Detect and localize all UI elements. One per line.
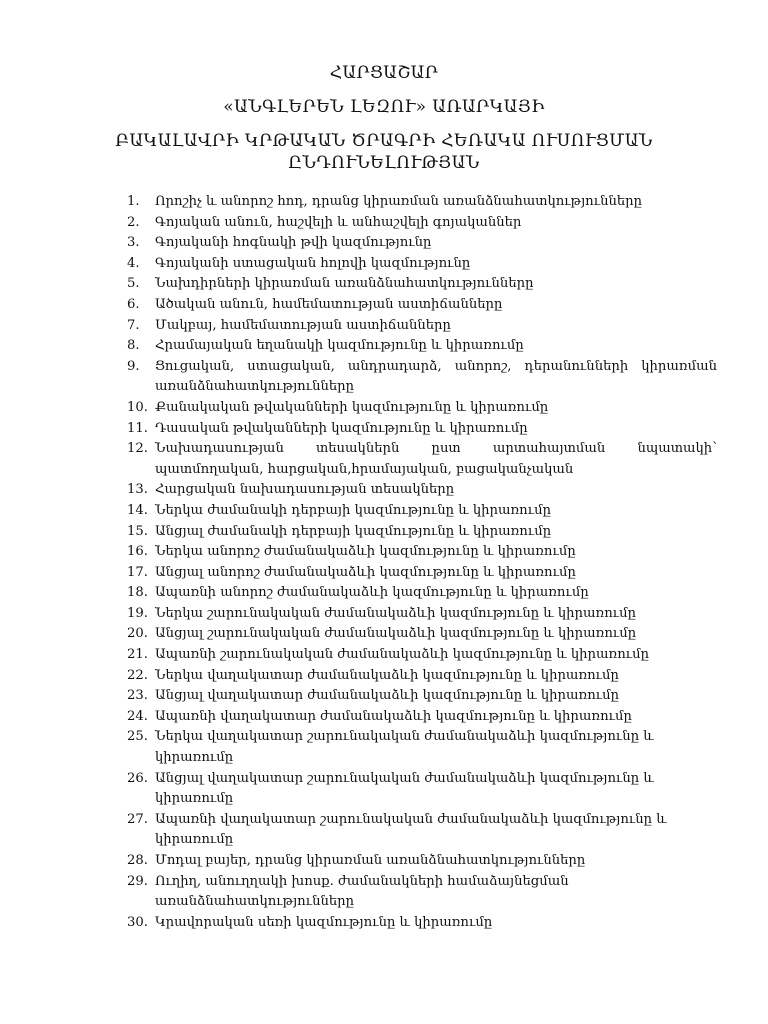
program-heading: ԲԱԿԱԼԱՎՐԻ ԿՐԹԱԿԱՆ ԾՐԱԳՐԻ ՀԵՌԱԿԱ ՈՒՍՈՒՑՄԱՆ [115, 131, 653, 151]
list-item [127, 274, 717, 295]
item-number: 30. [127, 914, 148, 930]
item-number: 22. [127, 667, 148, 683]
item-number: 18. [127, 585, 148, 601]
item-number: 20. [127, 626, 148, 642]
item-text: Հրամայական եղանակի կազմությունը և կիրառումը [155, 338, 524, 354]
list-item [127, 295, 717, 316]
item-number: 6. [127, 296, 140, 312]
item-text: Ցուցական, ստացական, անդրադարձ, անորոշ, դերանունների կիրառման առանձնահատկությունները [155, 358, 717, 395]
item-number: 15. [127, 523, 148, 539]
item-number: 29. [127, 873, 148, 889]
list-item [127, 913, 717, 934]
list-item [127, 563, 717, 584]
list-item [127, 213, 717, 234]
item-text: Ապառնի վաղակատար շարունակական ժամանակաձևի կազմությունը և կիրառումը [155, 811, 667, 848]
list-item [127, 707, 717, 728]
item-text: Ներկա շարունակական ժամանակաձևի կազմությունը և կիրառումը [155, 605, 637, 621]
item-number: 27. [127, 811, 148, 827]
document-title: ՀԱՐՑԱՇԱՐ [329, 63, 439, 83]
item-text: Հարցական նախադասության տեսակները [155, 482, 455, 498]
list-item [127, 727, 717, 768]
item-text: Ներկա վաղակատար ժամանակաձևի կազմությունը և կիրառումը [155, 667, 619, 683]
item-number: 17. [127, 564, 148, 580]
item-text: Նախդիրների կիրառման առանձնահատկությունները [155, 276, 534, 292]
item-text: Ներկա ժամանակի դերբայի կազմությունը և կիրառումը [155, 502, 551, 518]
item-text: Գոյականի հոգնակի թվի կազմությունը [155, 235, 432, 251]
item-text: Անցյալ շարունակական ժամանակաձևի կազմությունը և կիրառումը [155, 626, 637, 642]
item-text: Անցյալ անորոշ ժամանակաձևի կազմությունը և կիրառումը [155, 564, 576, 580]
item-number: 13. [127, 482, 148, 498]
item-text: Ածական անուն, համեմատության աստիճանները [155, 296, 503, 312]
item-number: 26. [127, 770, 148, 786]
item-text: Ապառնի անորոշ ժամանակաձևի կազմությունը և կիրառումը [155, 585, 589, 601]
item-text: Մոդալ բայեր, դրանց կիրառման առանձնահատկությունները [155, 853, 586, 868]
list-item [127, 810, 717, 851]
list-item [127, 624, 717, 645]
item-number: 14. [127, 502, 148, 518]
item-number: 19. [127, 605, 148, 621]
item-number: 10. [127, 399, 148, 415]
list-item [127, 604, 717, 625]
item-number: 4. [127, 255, 140, 271]
list-item [127, 851, 717, 872]
list-item [127, 480, 717, 501]
item-text: Մակբայ, համեմատության աստիճանները [155, 317, 451, 333]
item-text: Ներկա անորոշ ժամանակաձևի կազմությունը և կիրառումը [155, 544, 576, 560]
list-item [127, 439, 717, 480]
item-number: 8. [127, 338, 140, 354]
item-text: Քանակական թվականների կազմությունը և կիրառումը [155, 399, 549, 415]
item-number: 28. [127, 853, 148, 868]
list-item [127, 398, 717, 419]
list-item [127, 316, 717, 337]
list-item [127, 872, 717, 913]
item-text: Գոյական անուն, հաշվելի և անհաշվելի գոյականներ [155, 214, 522, 230]
list-item [127, 583, 717, 604]
list-item [127, 686, 717, 707]
item-number: 24. [127, 708, 148, 724]
item-text: Ապառնի շարունակական ժամանակաձևի կազմությունը և կիրառումը [155, 647, 650, 663]
item-text: Կրավորական սեռի կազմությունը և կիրառումը [155, 914, 493, 930]
list-item [127, 769, 717, 810]
item-text: Դասական թվականների կազմությունը և կիրառումը [155, 420, 528, 436]
item-text: Անցյալ վաղակատար շարունակական ժամանակաձևի կազմությունը և կիրառումը [155, 770, 654, 807]
item-text: Անցյալ վաղակատար ժամանակաձևի կազմությունը և կիրառումը [155, 688, 620, 704]
item-text: Ներկա վաղակատար շարունակական ժամանակաձևի կազմությունը և կիրառումը [155, 729, 654, 766]
item-number: 7. [127, 317, 140, 333]
item-number: 2. [127, 214, 140, 230]
list-item [127, 645, 717, 666]
list-item [127, 542, 717, 563]
item-number: 12. [127, 441, 148, 457]
list-item [127, 357, 717, 398]
list-item [127, 192, 717, 213]
item-text: Որոշիչ և անորոշ հոդ, դրանց կիրառման առանձնահատկությունները [155, 194, 643, 209]
item-text: Նախադասության տեսակներն ըստ արտահայտման նպատակի՝ պատմողական, հարցական,հրամայական, բացականչական [155, 441, 717, 477]
item-text: Գոյականի ստացական հոլովի կազմությունը [155, 255, 471, 271]
item-text: Ուղիղ, անուղղակի խոսք. ժամանակների համաձայնեցման առանձնահատկությունները [155, 873, 569, 910]
item-number: 16. [127, 544, 148, 560]
list-item [127, 419, 717, 440]
list-item [127, 501, 717, 522]
list-item [127, 666, 717, 687]
question-list [127, 192, 717, 933]
item-number: 23. [127, 688, 148, 704]
item-number: 3. [127, 235, 140, 251]
item-number: 5. [127, 276, 140, 292]
item-number: 21. [127, 647, 148, 663]
item-number: 11. [127, 420, 148, 436]
list-item [127, 254, 717, 275]
list-item [127, 522, 717, 543]
item-number: 1. [127, 194, 140, 209]
item-text: Ապառնի վաղակատար ժամանակաձևի կազմությունը և կիրառումը [155, 708, 632, 724]
item-number: 25. [127, 729, 148, 745]
item-number: 9. [127, 358, 140, 374]
list-item [127, 336, 717, 357]
admission-heading: ԸՆԴՈՒՆԵԼՈՒԹՅԱՆ [288, 153, 480, 173]
list-item [127, 233, 717, 254]
item-text: Անցյալ ժամանակի դերբայի կազմությունը և կիրառումը [155, 523, 552, 539]
subject-heading: «ԱՆԳԼԵՐԵՆ ԼԵԶՈՒ» ԱՌԱՐԿԱՅԻ [223, 97, 545, 117]
